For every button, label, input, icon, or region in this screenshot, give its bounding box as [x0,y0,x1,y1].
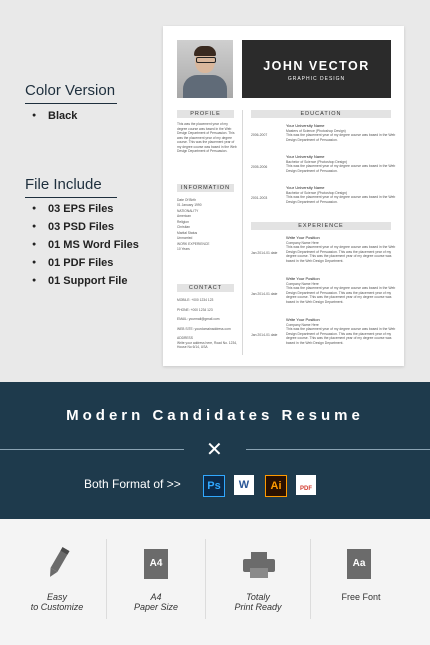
info-list: Date Of Birth 01 January 1990 NATIONALITY American Religion Christian Marital Status Unmarried WORK EXPERIENCE 10 Years [177,198,210,251]
feature-print [206,519,310,645]
close-icon: ✕ [206,439,223,461]
profile-text: This was the placement year of my degree course was based in the Web Design Department of Persuasion. This was the placement year of my degree course. This was the placement year of my degree course was based in the Web Design Department of Persuasion. [177,122,237,153]
color-version-heading [25,82,117,104]
format-band [0,382,430,519]
exp-date: Jan 2014-01 date [251,333,278,337]
edu-entry: Your University Name Bachelor of Science (Photoshop Design) This was the placement year of my degree course was based in the Web Design Department of Persuasion. [286,185,396,204]
file-item: ● 03 PSD Files [34,221,114,233]
feature-font [311,519,411,645]
printer-icon [242,551,276,579]
resume-role: GRAPHIC DESIGN [287,76,346,82]
file-item: ● 01 Support File [34,275,127,287]
name-header [242,40,391,98]
resume-name: JOHN VECTOR [263,59,370,73]
divider-line-right [246,449,430,450]
features-row [0,519,430,645]
feature-label: A4 Paper Size [133,592,179,612]
experience-section-title: EXPERIENCE [251,222,391,230]
contact-list: MOBILE: +000 1234 123 PHONE: +000 1234 123 EMAIL: yourmail@gmail.com WEB SITE: yourdomainaddress.com ADDRESS Write your address here, Road No. 1234, House No 6/14, USA [177,298,238,349]
heading-underline [25,103,117,104]
edu-entry: Your University Name Bachelor of Science (Photoshop Design) This was the placement year of my degree course was based in the Web Design Department of Persuasion. [286,154,396,173]
color-version-title: Color Version [25,82,116,99]
column-divider [242,110,243,355]
file-item: ● 03 EPS Files [34,203,113,215]
exp-entry: Write Your Position Company Name Here This was the placement year of my degree course was based in the Web Design Department of Persuasion. This was the placement year of my degree course. This was the placement year of my degree course was based in the Web Design Department. [286,276,396,304]
feature-label: Totaly Print Ready [234,592,282,612]
illustrator-icon: Ai [265,475,287,497]
feature-customize [8,519,106,645]
divider-line-left [0,449,184,450]
exp-entry: Write Your Position Company Name Here This was the placement year of my degree course was based in the Web Design Department of Persuasion. This was the placement year of my degree course. This was the placement year of my degree course was based in the Web Design Department. [286,317,396,345]
heading-underline [25,197,117,198]
feature-a4 [107,519,205,645]
exp-date: Jan 2014-01 date [251,292,278,296]
pencil-icon [44,545,72,581]
profile-section-title: PROFILE [177,110,234,118]
a4-page-icon: A4 [144,549,168,579]
feature-label: Easy to Customize [30,592,84,612]
education-section-title: EDUCATION [251,110,391,118]
file-include-title: File Include [25,176,102,193]
exp-entry: Write Your Position Company Name Here This was the placement year of my degree course was based in the Web Design Department of Persuasion. This was the placement year of my degree course. This was the placement year of my degree course was based in the Web Design Department. [286,235,396,263]
file-item: ● 01 PDF Files [34,257,113,269]
exp-date: Jan 2014-01 date [251,251,278,255]
file-include-heading [25,176,117,198]
word-icon: W [234,475,254,495]
file-item: ● 01 MS Word Files [34,239,139,251]
edu-entry: Your University Name Masters of Science (Photoshop Design) This was the placement year of my degree course was based in the Web Design Department of Persuasion. [286,123,396,142]
formats-label: Both Format of >> [84,477,181,491]
photoshop-icon: Ps [203,475,225,497]
color-item: ● Black [34,110,77,122]
product-title: Modern Candidates Resume [66,407,364,424]
profile-photo [177,40,233,98]
edu-date: 2001-2003 [251,196,268,200]
information-section-title: INFORMATION [177,184,234,192]
edu-date: 2006-2007 [251,133,268,137]
pdf-icon: PDF [296,475,316,495]
resume-preview [163,26,404,366]
feature-label: Free Font [341,592,381,602]
font-icon: Aa [347,549,371,579]
contact-section-title: CONTACT [177,284,234,292]
edu-date: 2005-2006 [251,165,268,169]
